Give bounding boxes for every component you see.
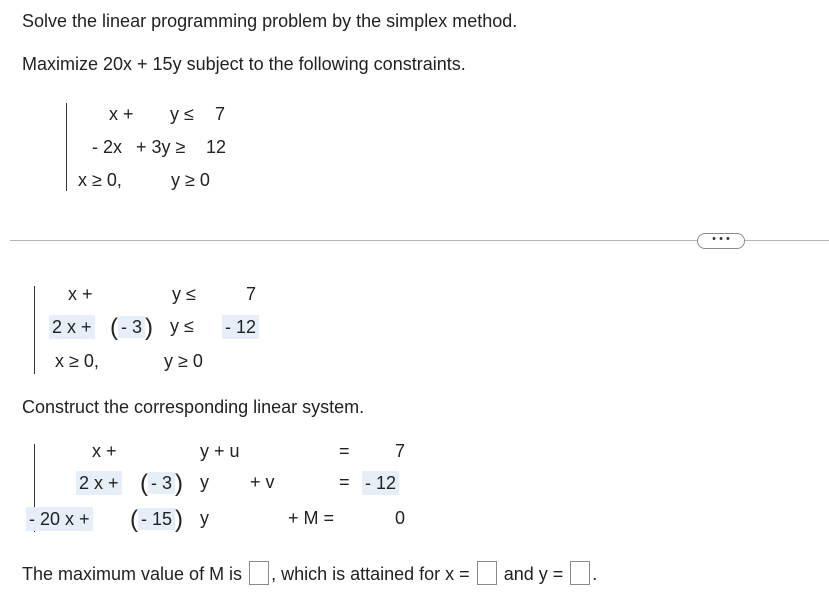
left-paren-icon: ( [110, 314, 118, 341]
answer-period: . [592, 564, 598, 584]
problem-intro: Solve the linear programming problem by the simplex method. [22, 11, 518, 31]
sys2-r3-ynn: y ≥ 0 [164, 351, 203, 371]
sys3-r3-m: + M = [288, 508, 335, 528]
sys3-r1-yu: y + u [200, 441, 240, 461]
sys3-r2-coef: - 3 [148, 472, 175, 494]
show-more-button[interactable]: • • • [697, 233, 745, 249]
problem-objective: Maximize 20x + 15y subject to the following constraints. [22, 54, 466, 74]
construct-text: Construct the corresponding linear system. [22, 397, 365, 417]
sys3-r1-rhs: 7 [395, 441, 406, 461]
sys1-r1-rhs: 7 [215, 104, 226, 124]
sys2-r2-coef: - 3 [118, 316, 145, 338]
sys3-r3-rhs: 0 [395, 508, 406, 528]
sys1-r2-x: - 2x [92, 137, 123, 157]
sys2-r2-rhs: - 12 [222, 315, 259, 339]
sys3-r3-coef-group [130, 506, 184, 533]
sys2-r2-coef-group [110, 314, 154, 341]
sys2-r1-x: x + [68, 284, 93, 304]
sys2-r1-y: y ≤ [172, 284, 196, 304]
sys1-r2-y: + 3y ≥ [136, 137, 186, 157]
sys3-r1-x: x + [92, 441, 117, 461]
sys1-r3-ynn: y ≥ 0 [171, 170, 210, 190]
answer-text-y: and y = [503, 564, 564, 584]
right-paren-icon: ) [145, 314, 154, 341]
max-value-input[interactable] [249, 561, 269, 585]
sys1-r1-y: y ≤ [170, 104, 194, 124]
sys1-r1-x: x + [109, 104, 134, 124]
sys3-r2-v: + v [250, 472, 275, 492]
sys2-r1-rhs: 7 [246, 284, 257, 304]
y-value-input[interactable] [570, 561, 590, 585]
sys3-r2-coef-group [140, 470, 184, 497]
left-brace [66, 103, 67, 191]
sys3-r3-y: y [200, 508, 209, 528]
answer-text-max: The maximum value of M is [22, 564, 243, 584]
sys2-r3-xnn: x ≥ 0, [55, 351, 99, 371]
sys3-r2-y: y [200, 472, 209, 492]
right-paren-icon: ) [175, 470, 184, 497]
sys1-r3-xnn: x ≥ 0, [78, 170, 122, 190]
answer-text-x: , which is attained for x = [271, 564, 470, 584]
sys3-r3-x: - 20 x + [26, 507, 93, 531]
left-brace [34, 286, 35, 374]
sys3-r2-rhs: - 12 [362, 471, 399, 495]
sys2-r2-x: 2 x + [49, 315, 95, 339]
right-paren-icon: ) [175, 506, 184, 533]
sys3-r3-coef: - 15 [138, 508, 175, 530]
left-paren-icon: ( [140, 470, 148, 497]
sys3-r2-eq: = [339, 472, 350, 492]
sys1-r2-rhs: 12 [206, 137, 227, 157]
answer-sentence [22, 561, 597, 585]
sys3-r2-x: 2 x + [76, 471, 122, 495]
left-paren-icon: ( [130, 506, 138, 533]
x-value-input[interactable] [477, 561, 497, 585]
sys3-r1-eq: = [339, 441, 350, 461]
sys2-r2-y: y ≤ [170, 316, 194, 336]
